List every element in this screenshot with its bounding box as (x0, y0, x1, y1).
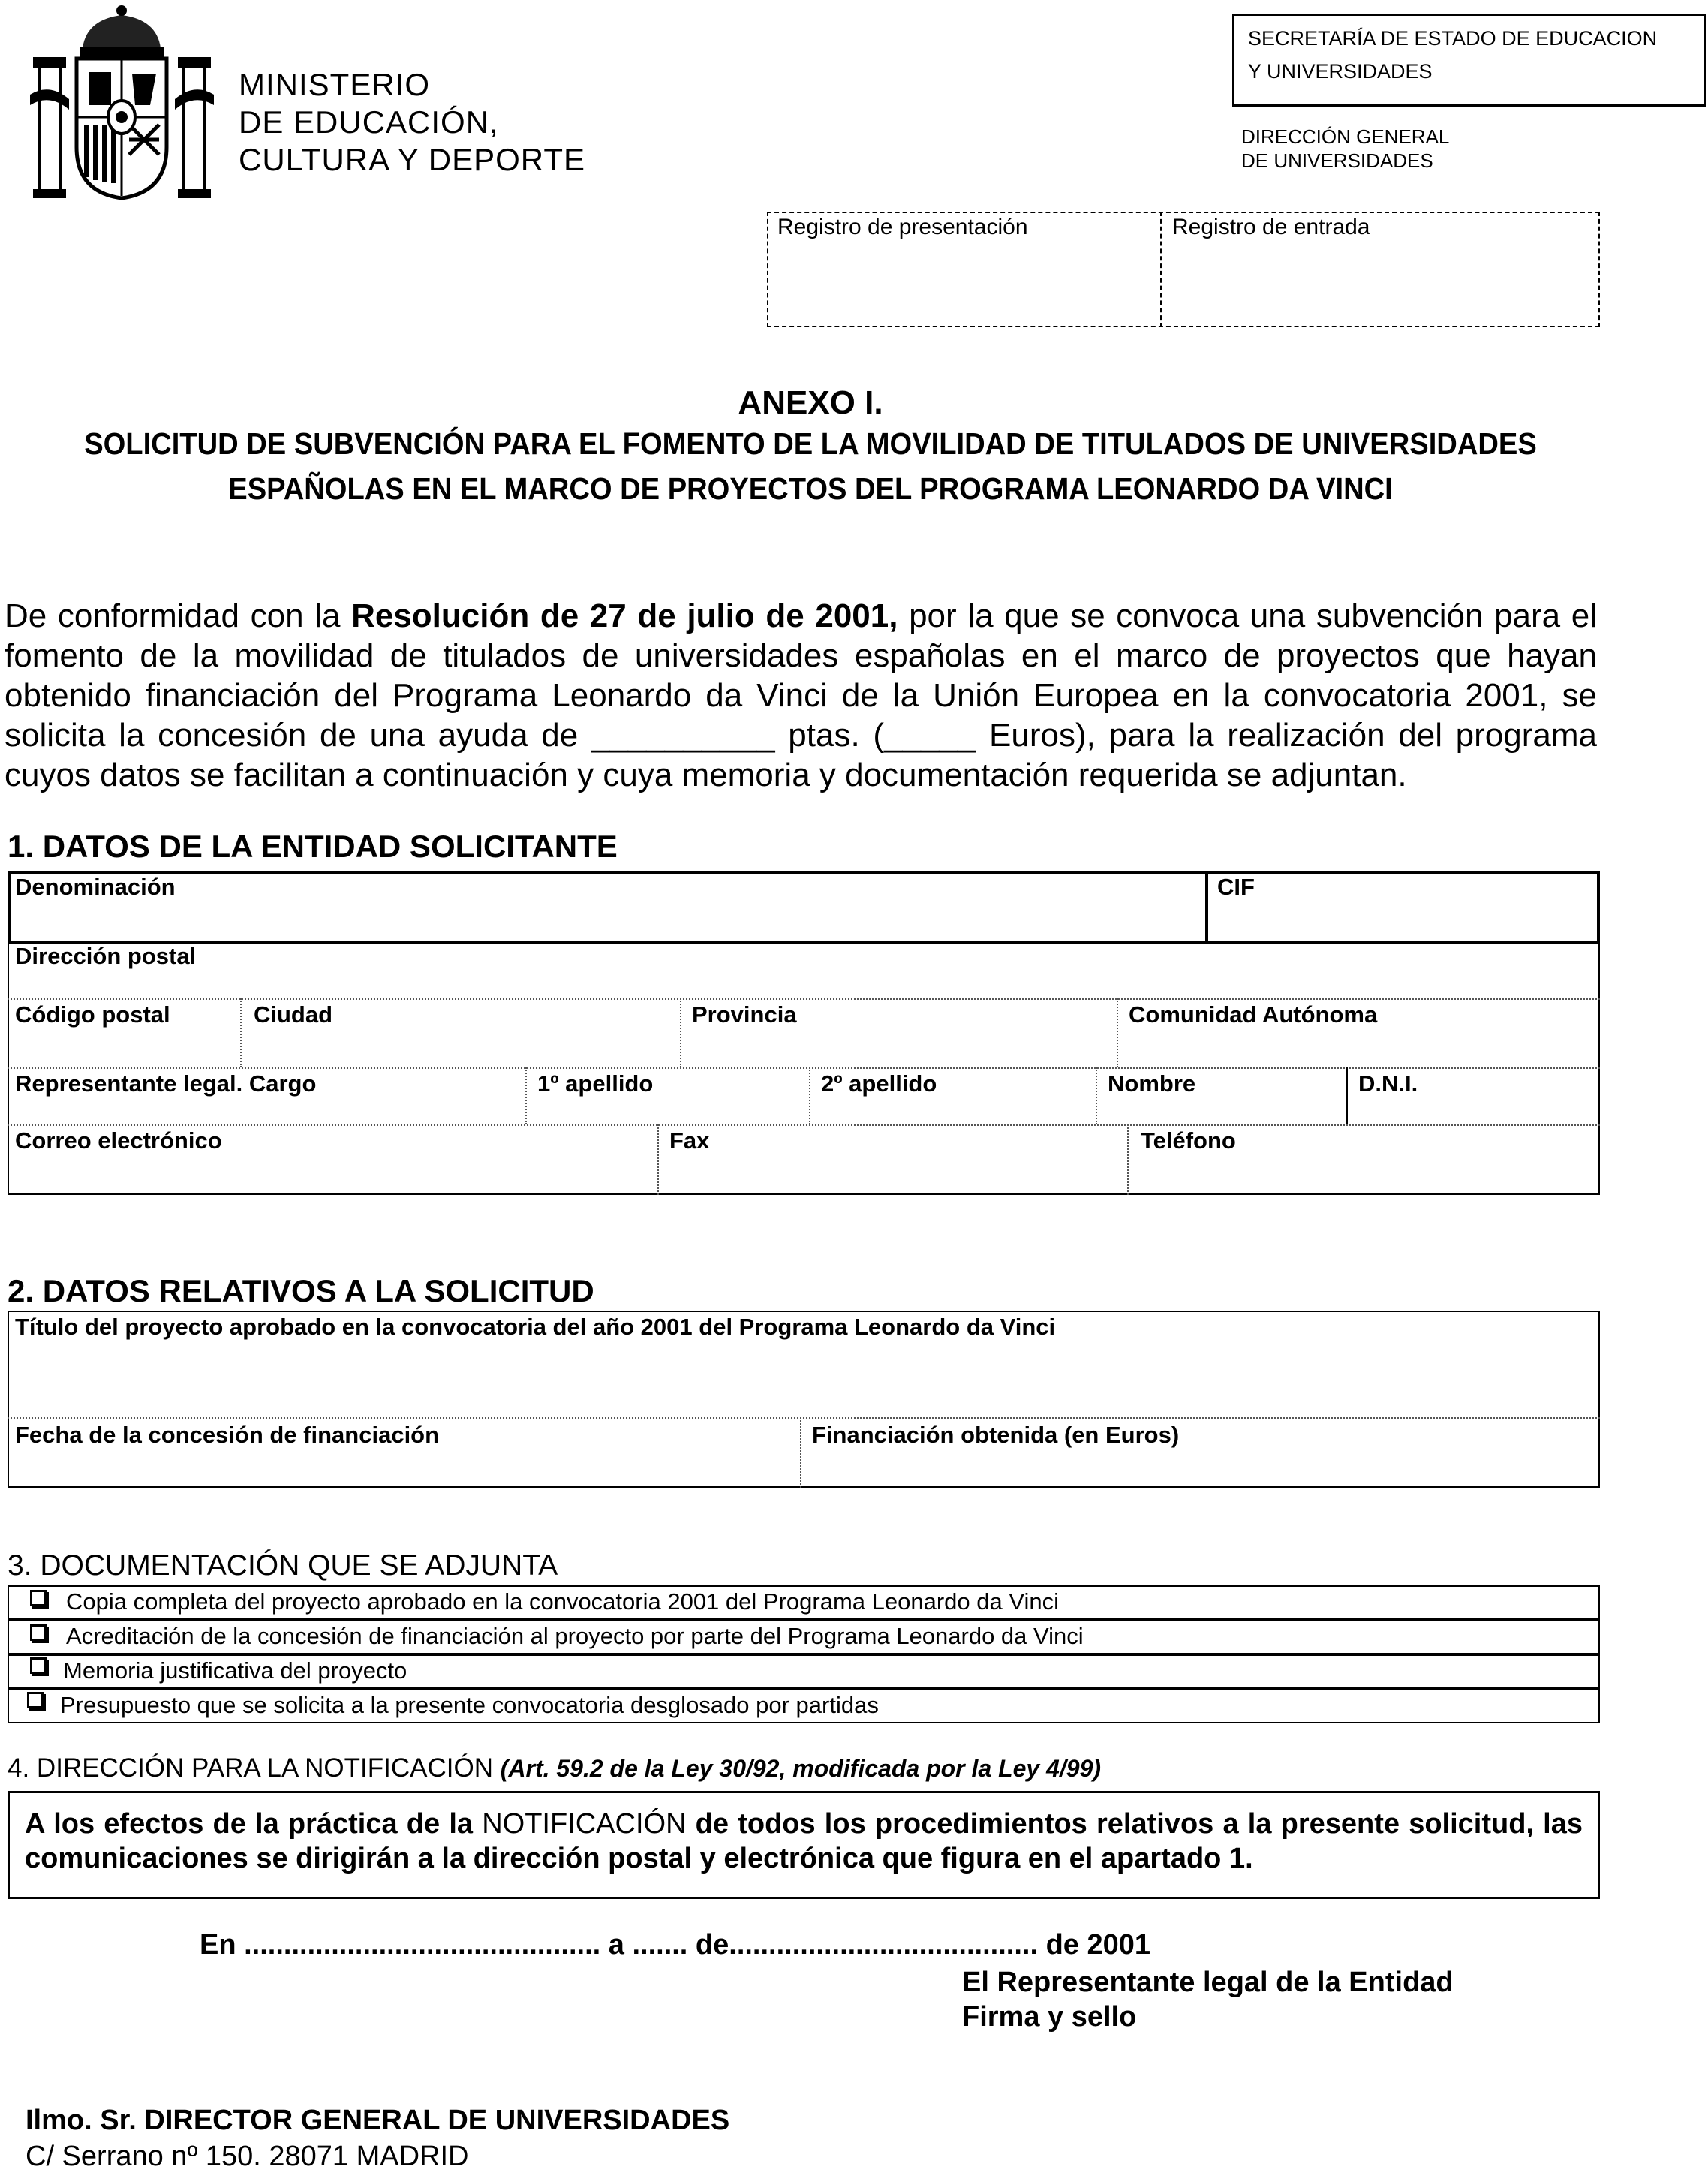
cif-field[interactable] (1217, 902, 1585, 935)
representante-field[interactable] (15, 1097, 518, 1121)
direccion-postal-field[interactable] (248, 947, 1583, 992)
intro-text: por la que se convoca una subvención para el fomento de la movilidad de titulados de universidades españolas en el marco de proyectos que hayan obtenido financiación del Programa Leonardo da Vinci de la Unión Europea en la convocatoria 2001, se solicita la concesión de una ayuda de __________ ptas. (_____ Euros), para la realización del programa cuyos datos se facilitan a continuación y cuya memoria y documentación requerida se adjuntan. (5, 597, 1598, 793)
notif-keyword: NOTIFICACIÓN (482, 1808, 687, 1840)
row-divider (8, 1417, 1600, 1419)
dni-label: D.N.I. (1358, 1070, 1418, 1097)
col-divider (1096, 1067, 1097, 1124)
ministry-line: MINISTERIO (239, 67, 431, 102)
anexo-title: ANEXO I. (738, 384, 883, 421)
codigo-postal-field[interactable] (15, 1031, 233, 1064)
codigo-postal-label: Código postal (15, 1001, 170, 1028)
dg-line: DE UNIVERSIDADES (1241, 149, 1433, 172)
provincia-label: Provincia (692, 1001, 797, 1028)
apellido1-label: 1º apellido (537, 1070, 654, 1097)
section2-heading: 2. DATOS RELATIVOS A LA SOLICITUD (8, 1273, 594, 1308)
financiacion-label: Financiación obtenida (en Euros) (812, 1422, 1180, 1448)
section4-heading (8, 1753, 1101, 1783)
dni-field[interactable] (1354, 1097, 1592, 1121)
signature-line2: Firma y sello (962, 2001, 1137, 2033)
telefono-field[interactable] (1135, 1157, 1592, 1190)
registro-presentacion-label: Registro de presentación (777, 215, 1028, 239)
col-divider (1127, 1124, 1129, 1195)
denominacion-label: Denominación (15, 874, 176, 900)
checkbox[interactable] (27, 1692, 44, 1708)
dg-line: DIRECCIÓN GENERAL (1241, 125, 1450, 148)
ciudad-field[interactable] (248, 1031, 672, 1064)
fecha-concesion-label: Fecha de la concesión de financiación (15, 1422, 440, 1448)
fax-label: Fax (669, 1127, 710, 1154)
row-divider (8, 1067, 1600, 1069)
fecha-concesion-field[interactable] (15, 1452, 792, 1483)
form-title-line1: SOLICITUD DE SUBVENCIÓN PARA EL FOMENTO DE LA MOVILIDAD DE TITULADOS DE UNIVERSIDADES (84, 426, 1537, 461)
fax-field[interactable] (665, 1157, 1120, 1190)
apellido2-label: 2º apellido (821, 1070, 937, 1097)
coat-of-arms-logo (30, 5, 214, 207)
form-title-line2: ESPAÑOLAS EN EL MARCO DE PROYECTOS DEL PROGRAMA LEONARDO DA VINCI (228, 471, 1393, 506)
checkbox[interactable] (30, 1590, 47, 1606)
nombre-field[interactable] (1103, 1097, 1339, 1121)
ministry-name (239, 66, 585, 179)
registry-divider (1160, 212, 1162, 327)
intro-resolution: Resolución de 27 de julio de 2001, (351, 597, 898, 634)
section3-heading: 3. DOCUMENTACIÓN QUE SE ADJUNTA (8, 1549, 558, 1582)
notif-text: de todos los procedimientos relativos a la presente solicitud, las comunicaciones se dirigirán a la dirección postal y electrónica que figura en el apartado 1. (25, 1808, 1583, 1874)
checkbox[interactable] (30, 1624, 47, 1641)
secretaria-line: Y UNIVERSIDADES (1248, 60, 1433, 83)
address: C/ Serrano nº 150. 28071 MADRID (26, 2141, 469, 2172)
apellido1-field[interactable] (533, 1097, 801, 1121)
secretaria-box (1232, 14, 1706, 107)
col-divider (657, 1124, 659, 1195)
ministry-line: CULTURA Y DEPORTE (239, 142, 586, 177)
section4-legal-ref: (Art. 59.2 de la Ley 30/92, modificada por la Ley 4/99) (500, 1755, 1102, 1782)
telefono-label: Teléfono (1141, 1127, 1236, 1154)
comunidad-label: Comunidad Autónoma (1129, 1001, 1378, 1028)
direccion-postal-label: Dirección postal (15, 943, 197, 969)
intro-paragraph (5, 596, 1597, 795)
correo-field[interactable] (15, 1157, 650, 1190)
apellido2-field[interactable] (816, 1097, 1088, 1121)
col-divider (240, 998, 242, 1067)
intro-text: De conformidad con la (5, 597, 352, 634)
col-divider (680, 998, 681, 1067)
ministry-line: DE EDUCACIÓN, (239, 104, 499, 140)
nombre-label: Nombre (1108, 1070, 1196, 1097)
col-divider (1117, 998, 1118, 1067)
addressee: Ilmo. Sr. DIRECTOR GENERAL DE UNIVERSIDADES (26, 2105, 730, 2136)
row-divider (8, 1124, 1600, 1126)
provincia-field[interactable] (687, 1031, 1109, 1064)
ciudad-label: Ciudad (254, 1001, 333, 1028)
cif-divider (1205, 871, 1208, 944)
notification-box (8, 1791, 1600, 1899)
representante-label: Representante legal. Cargo (15, 1070, 317, 1097)
row-divider (8, 998, 1600, 1000)
doc-item-label: Presupuesto que se solicita a la presente convocatoria desglosado por partidas (60, 1692, 879, 1718)
checkbox[interactable] (30, 1657, 47, 1674)
registro-entrada-label: Registro de entrada (1172, 215, 1370, 239)
doc-item-label: Memoria justificativa del proyecto (63, 1657, 407, 1684)
signature-line1: El Representante legal de la Entidad (962, 1967, 1454, 1998)
place-date-line: En ............................................. a ....... de....................................... de 2001 (200, 1929, 1151, 1961)
comunidad-field[interactable] (1124, 1031, 1592, 1064)
col-divider (800, 1417, 801, 1488)
doc-item-label: Acreditación de la concesión de financiación al proyecto por parte del Programa Leonardo da Vinci (66, 1623, 1084, 1649)
doc-item-label: Copia completa del proyecto aprobado en la convocatoria 2001 del Programa Leonardo da Vinci (66, 1588, 1059, 1615)
financiacion-field[interactable] (807, 1452, 1592, 1483)
secretaria-line: SECRETARÍA DE ESTADO DE EDUCACION (1248, 27, 1658, 50)
denominacion-field[interactable] (20, 902, 1190, 935)
col-divider (525, 1067, 527, 1124)
titulo-proyecto-label: Título del proyecto aprobado en la convocatoria del año 2001 del Programa Leonardo da Vinci (15, 1314, 1056, 1340)
col-divider (1346, 1067, 1348, 1124)
col-divider (809, 1067, 810, 1124)
section4-title: 4. DIRECCIÓN PARA LA NOTIFICACIÓN (8, 1753, 493, 1783)
titulo-proyecto-field[interactable] (15, 1345, 1591, 1413)
notif-text: A los efectos de la práctica de la (25, 1808, 483, 1840)
correo-label: Correo electrónico (15, 1127, 222, 1154)
direccion-general (1241, 125, 1449, 173)
cif-label: CIF (1217, 874, 1255, 900)
section1-heading: 1. DATOS DE LA ENTIDAD SOLICITANTE (8, 829, 618, 864)
